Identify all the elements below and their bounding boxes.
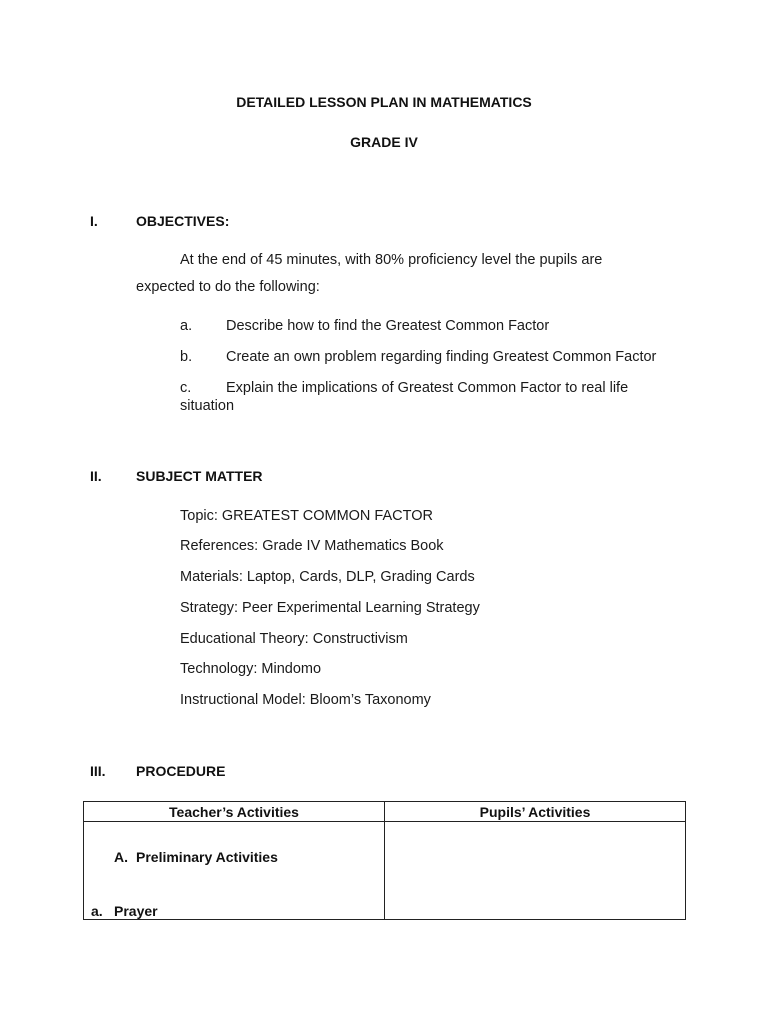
table-header-pupils: Pupils’ Activities (479, 804, 591, 820)
table-header-teacher: Teacher’s Activities (169, 804, 299, 820)
objective-item-text: Create an own problem regarding finding Greatest Common Factor (226, 349, 657, 365)
teacher-row-text: Preliminary Activities (136, 849, 278, 865)
objective-item-letter: c. (180, 380, 192, 396)
table-column-divider (384, 802, 385, 919)
objective-item-text: Explain the implications of Greatest Common Factor to real life (226, 380, 629, 396)
teacher-row-marker: a. (91, 903, 103, 919)
procedure-table (83, 801, 686, 920)
objective-item-letter: b. (180, 349, 193, 365)
objective-item-text: Describe how to find the Greatest Common Factor (226, 318, 550, 334)
section-number-procedure: III. (90, 763, 106, 779)
section-heading-objectives: OBJECTIVES: (136, 213, 230, 229)
section-heading-procedure: PROCEDURE (136, 763, 226, 779)
subject-technology: Technology: Mindomo (180, 661, 322, 677)
subject-educational-theory: Educational Theory: Constructivism (180, 631, 408, 647)
section-number-subject-matter: II. (90, 468, 102, 484)
section-heading-subject-matter: SUBJECT MATTER (136, 468, 263, 484)
objective-item-continuation: situation (180, 398, 235, 414)
objectives-intro-line1: At the end of 45 minutes, with 80% proficiency level the pupils are (180, 252, 603, 268)
subject-topic: Topic: GREATEST COMMON FACTOR (180, 508, 433, 524)
document-title: DETAILED LESSON PLAN IN MATHEMATICS (236, 94, 532, 110)
grade-heading: GRADE IV (350, 134, 418, 150)
subject-instructional-model: Instructional Model: Bloom’s Taxonomy (180, 692, 431, 708)
objectives-intro-line2: expected to do the following: (136, 279, 320, 295)
subject-references: References: Grade IV Mathematics Book (180, 538, 444, 554)
subject-strategy: Strategy: Peer Experimental Learning Strategy (180, 600, 480, 616)
teacher-row-text: Prayer (114, 903, 158, 919)
teacher-row-marker: A. (114, 849, 128, 865)
objective-item-letter: a. (180, 318, 193, 334)
subject-materials: Materials: Laptop, Cards, DLP, Grading Cards (180, 569, 475, 585)
section-number-objectives: I. (90, 213, 98, 229)
